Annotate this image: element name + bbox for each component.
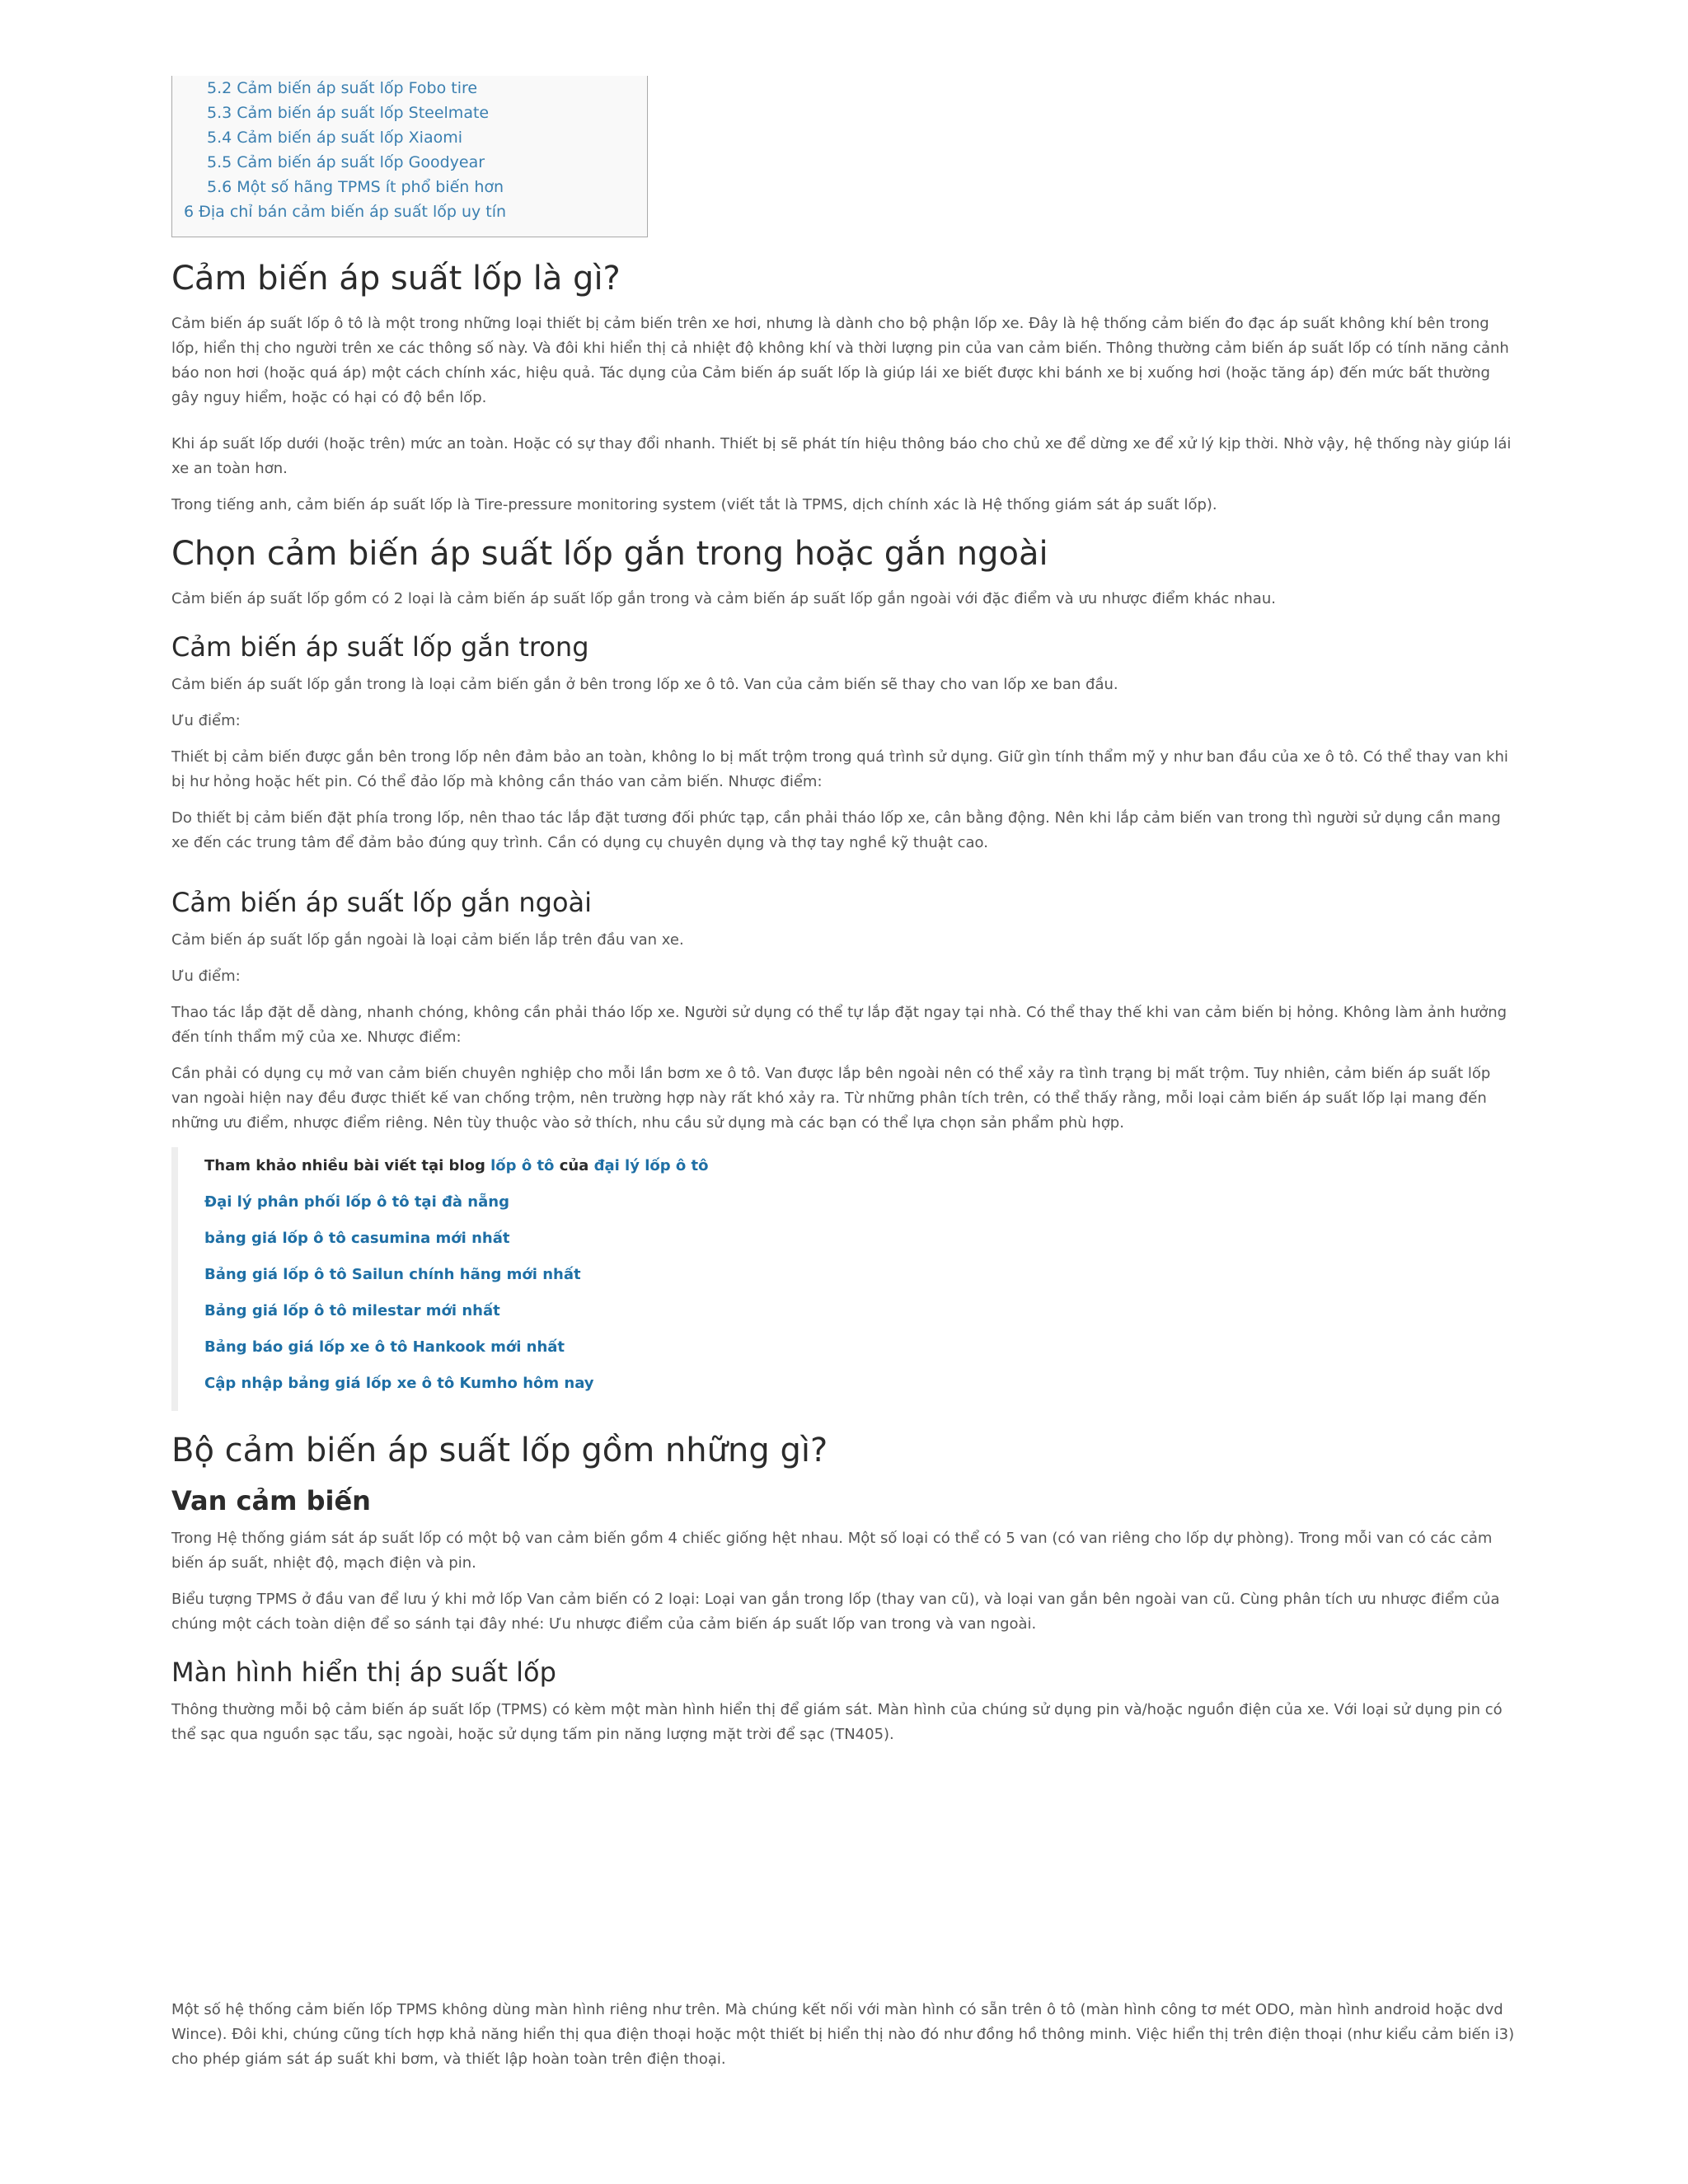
heading-outside: Cảm biến áp suất lốp gắn ngoài — [171, 887, 593, 918]
paragraph: Cảm biến áp suất lốp gắn ngoài là loại cảm biến lắp trên đầu van xe. — [171, 931, 684, 949]
paragraph: Khi áp suất lốp dưới (hoặc trên) mức an toàn. Hoặc có sự thay đổi nhanh. Thiết bị sẽ phát tín hiệu thông báo cho chủ xe để dừng xe để xử lý kịp thời. Nhờ vậy, hệ thống này giúp lái xe an toàn hơn. — [171, 435, 1512, 477]
paragraph: Trong tiếng anh, cảm biến áp suất lốp là Tire-pressure monitoring system (viết tắt là TPMS, dịch chính xác là Hệ thống giám sát áp suất lốp). — [171, 496, 1217, 513]
related-link[interactable]: Đại lý phân phối lốp ô tô tại đà nẵng — [204, 1193, 509, 1211]
paragraph: Cảm biến áp suất lốp ô tô là một trong những loại thiết bị cảm biến trên xe hơi, nhưng là dành cho bộ phận lốp xe. Đây là hệ thống cảm biến đo đạc áp suất không khí bên trong lốp, hiển thị cho người trên xe các thông số này. Và đôi khi hiển thị cả nhiệt độ không khí và thời lượng pin của van cảm biến. Thông thường cảm biến áp suất lốp có tính năng cảnh báo non hơi (hoặc quá áp) một cách chính xác, hiệu quả. Tác dụng của Cảm biến áp suất lốp là giúp lái xe biết được khi bánh xe bị xuống hơi (hoặc tăng áp) đến mức bất thường gây nguy hiểm, hoặc có hại có độ bền lốp. — [171, 315, 1509, 406]
heading-kit: Bộ cảm biến áp suất lốp gồm những gì? — [171, 1432, 828, 1469]
paragraph: Thiết bị cảm biến được gắn bên trong lốp nên đảm bảo an toàn, không lo bị mất trộm trong quá trình sử dụng. Giữ gìn tính thẩm mỹ y như ban đầu của xe ô tô. Có thể thay van khi bị hư hỏng hoặc hết pin. Có thể đảo lốp mà không cần tháo van cảm biến. Nhược điểm: — [171, 748, 1508, 790]
paragraph: Trong Hệ thống giám sát áp suất lốp có một bộ van cảm biến gồm 4 chiếc giống hệt nhau. Một số loại có thể có 5 van (có van riêng cho lốp dự phòng). Trong mỗi van có các cảm biến áp suất, nhiệt độ, mạch điện và pin. — [171, 1530, 1493, 1572]
toc-item-5-5[interactable]: 5.5 Cảm biến áp suất lốp Goodyear — [207, 153, 485, 171]
heading-valve: Van cảm biến — [171, 1485, 371, 1516]
toc-sub-list — [207, 76, 504, 199]
paragraph: Thao tác lắp đặt dễ dàng, nhanh chóng, không cần phải tháo lốp xe. Người sử dụng có thể tự lắp đặt ngay tại nhà. Có thể thay thế khi van cảm biến bị hỏng. Không làm ảnh hưởng đến tính thẩm mỹ của xe. Nhược điểm: — [171, 1004, 1507, 1046]
paragraph: Cần phải có dụng cụ mở van cảm biến chuyên nghiệp cho mỗi lần bơm xe ô tô. Van được lắp bên ngoài nên có thể xảy ra tình trạng bị mất trộm. Tuy nhiên, cảm biến áp suất lốp van ngoài hiện nay đều được thiết kế van chống trộm, nên trường hợp này rất khó xảy ra. Từ những phân tích trên, có thể thấy rằng, mỗi loại cảm biến áp suất lốp lại mang đến những ưu điểm, nhược điểm riêng. Nên tùy thuộc vào sở thích, nhu cầu sử dụng mà các bạn có thể lựa chọn sản phẩm phù hợp. — [171, 1065, 1491, 1132]
toc-top-list — [184, 199, 506, 224]
heading-inside: Cảm biến áp suất lốp gắn trong — [171, 631, 589, 663]
heading-choose: Chọn cảm biến áp suất lốp gắn trong hoặc gắn ngoài — [171, 535, 1048, 573]
paragraph: Ưu điểm: — [171, 968, 241, 985]
paragraph: Do thiết bị cảm biến đặt phía trong lốp, nên thao tác lắp đặt tương đối phức tạp, cần phải tháo lốp xe, cân bằng động. Nên khi lắp cảm biến van trong thì người sử dụng cần mang xe đến các trung tâm để đảm bảo đúng quy trình. Cần có dụng cụ chuyên dụng và thợ tay nghề kỹ thuật cao. — [171, 809, 1501, 851]
link-lop-o-to[interactable]: lốp ô tô — [490, 1157, 555, 1174]
toc-item-5-4[interactable]: 5.4 Cảm biến áp suất lốp Xiaomi — [207, 129, 462, 147]
paragraph: Ưu điểm: — [171, 712, 241, 729]
related-link[interactable]: bảng giá lốp ô tô casumina mới nhất — [204, 1230, 510, 1247]
paragraph: Thông thường mỗi bộ cảm biến áp suất lốp (TPMS) có kèm một màn hình hiển thị để giám sát. Màn hình của chúng sử dụng pin và/hoặc nguồn điện của xe. Với loại sử dụng pin có thể sạc qua nguồn sạc tẩu, sạc ngoài, hoặc sử dụng tấm pin năng lượng mặt trời để sạc (TN405). — [171, 1701, 1503, 1743]
toc-item-5-6[interactable]: 5.6 Một số hãng TPMS ít phổ biến hơn — [207, 178, 504, 196]
link-dai-ly-lop-o-to[interactable]: đại lý lốp ô tô — [593, 1157, 709, 1174]
table-of-contents — [171, 76, 648, 237]
toc-item-5-2[interactable]: 5.2 Cảm biến áp suất lốp Fobo tire — [207, 79, 478, 97]
image-placeholder — [171, 1759, 1517, 1998]
heading-display: Màn hình hiển thị áp suất lốp — [171, 1657, 556, 1688]
toc-item-5-3[interactable]: 5.3 Cảm biến áp suất lốp Steelmate — [207, 104, 490, 122]
paragraph: Một số hệ thống cảm biến lốp TPMS không dùng màn hình riêng như trên. Mà chúng kết nối với màn hình có sẵn trên ô tô (màn hình công tơ mét ODO, màn hình android hoặc dvd Wince). Đôi khi, chúng cũng tích hợp khả năng hiển thị qua điện thoại hoặc một thiết bị hiển thị nào đó như đồng hồ thông minh. Việc hiển thị trên điện thoại (như kiểu cảm biến i3) cho phép giám sát áp suất khi bơm, và thiết lập hoàn toàn trên điện thoại. — [171, 2001, 1515, 2068]
related-links-quote — [171, 1147, 1517, 1411]
related-link[interactable]: Bảng giá lốp ô tô milestar mới nhất — [204, 1302, 500, 1319]
article-content — [171, 257, 1517, 2083]
heading-what-is: Cảm biến áp suất lốp là gì? — [171, 260, 621, 298]
quote-intro: Tham khảo nhiều bài viết tại blog lốp ô tô của đại lý lốp ô tô — [204, 1157, 709, 1174]
toc-item-6[interactable]: 6 Địa chỉ bán cảm biến áp suất lốp uy tín — [184, 203, 507, 221]
paragraph: Cảm biến áp suất lốp gồm có 2 loại là cảm biến áp suất lốp gắn trong và cảm biến áp suất lốp gắn ngoài với đặc điểm và ưu nhược điểm khác nhau. — [171, 590, 1276, 607]
related-link[interactable]: Bảng giá lốp ô tô Sailun chính hãng mới nhất — [204, 1266, 581, 1283]
related-link[interactable]: Cập nhập bảng giá lốp xe ô tô Kumho hôm nay — [204, 1375, 594, 1392]
related-link[interactable]: Bảng báo giá lốp xe ô tô Hankook mới nhất — [204, 1338, 565, 1356]
paragraph: Biểu tượng TPMS ở đầu van để lưu ý khi mở lốp Van cảm biến có 2 loại: Loại van gắn trong lốp (thay van cũ), và loại van gắn bên ngoài van cũ. Cùng phân tích ưu nhược điểm của chúng một cách toàn diện để so sánh tại đây nhé: Ưu nhược điểm của cảm biến áp suất lốp van trong và van ngoài. — [171, 1591, 1500, 1633]
paragraph: Cảm biến áp suất lốp gắn trong là loại cảm biến gắn ở bên trong lốp xe ô tô. Van của cảm biến sẽ thay cho van lốp xe ban đầu. — [171, 676, 1118, 693]
